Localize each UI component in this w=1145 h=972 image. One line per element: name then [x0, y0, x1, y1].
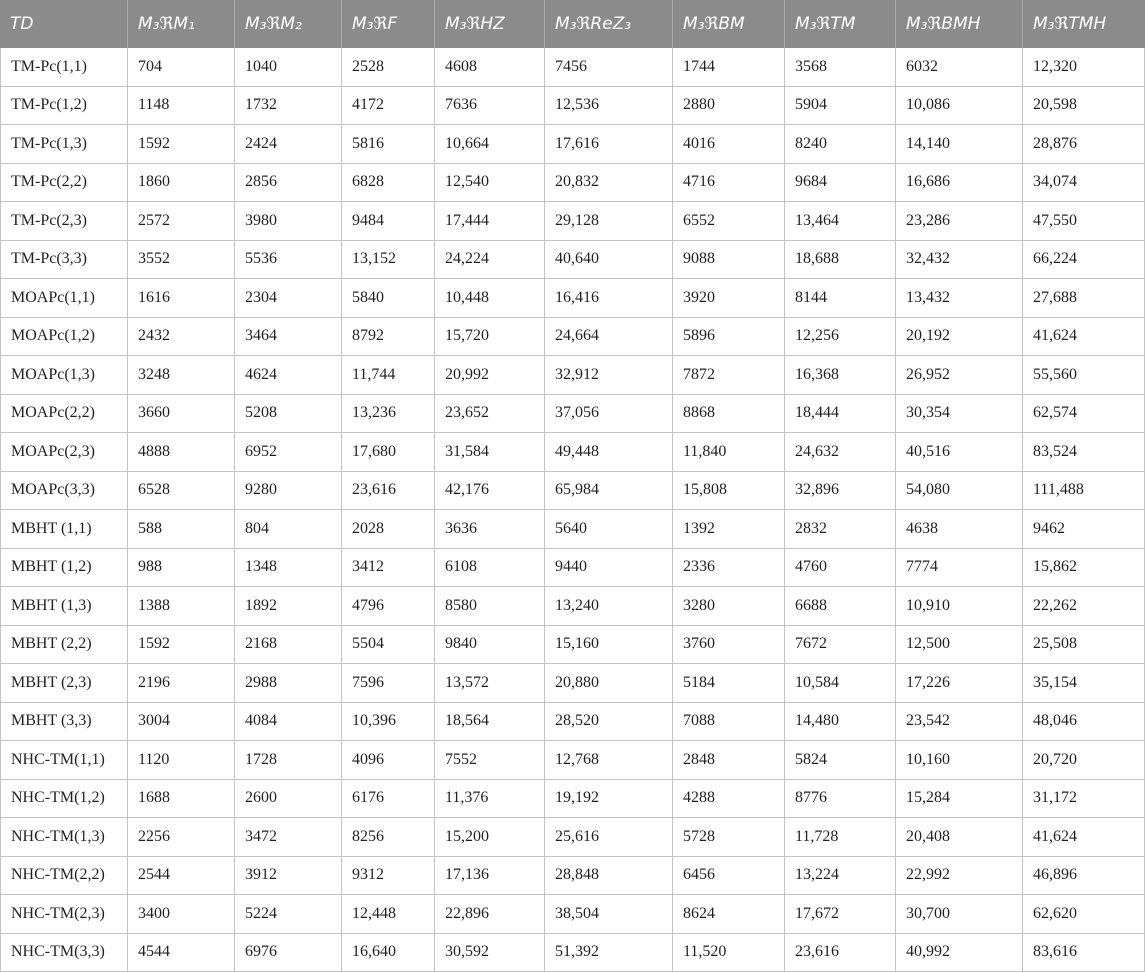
table-cell: 4796 [342, 587, 435, 626]
table-cell: 1688 [128, 780, 235, 819]
table-cell: 20,408 [896, 818, 1023, 857]
column-header-4: M₃ℜF [342, 0, 435, 48]
table-cell: 2432 [128, 318, 235, 357]
table-cell: 19,192 [545, 780, 673, 819]
table-cell: 3660 [128, 395, 235, 434]
table-cell: 9440 [545, 549, 673, 588]
table-cell: 5904 [785, 87, 896, 126]
table-cell: 2528 [342, 48, 435, 87]
table-cell: 16,640 [342, 934, 435, 972]
table-cell: 8256 [342, 818, 435, 857]
table-cell: 13,152 [342, 241, 435, 280]
table-cell: 9684 [785, 164, 896, 203]
table-cell: 3472 [235, 818, 342, 857]
table-cell: 25,508 [1023, 626, 1145, 665]
table-cell: 40,992 [896, 934, 1023, 972]
table-cell: 10,160 [896, 741, 1023, 780]
table-cell: 17,136 [435, 857, 545, 896]
table-cell: 83,616 [1023, 934, 1145, 972]
table-cell: 11,728 [785, 818, 896, 857]
table-cell: 8776 [785, 780, 896, 819]
table-cell: 2336 [673, 549, 785, 588]
table-cell: 16,686 [896, 164, 1023, 203]
table-cell: 3920 [673, 279, 785, 318]
row-label: MOAPc(2,3) [0, 433, 128, 472]
table-cell: 17,680 [342, 433, 435, 472]
table-cell: 4716 [673, 164, 785, 203]
row-label: MOAPc(1,3) [0, 356, 128, 395]
table-cell: 5184 [673, 664, 785, 703]
table-cell: 27,688 [1023, 279, 1145, 318]
table-cell: 9280 [235, 472, 342, 511]
table-cell: 1728 [235, 741, 342, 780]
table-cell: 25,616 [545, 818, 673, 857]
table-cell: 15,720 [435, 318, 545, 357]
table-cell: 30,354 [896, 395, 1023, 434]
table-cell: 6828 [342, 164, 435, 203]
table-cell: 704 [128, 48, 235, 87]
table-cell: 47,550 [1023, 202, 1145, 241]
table-cell: 11,376 [435, 780, 545, 819]
table-cell: 1892 [235, 587, 342, 626]
row-label: TM-Pc(2,2) [0, 164, 128, 203]
table-cell: 6456 [673, 857, 785, 896]
table-cell: 20,880 [545, 664, 673, 703]
table-cell: 7672 [785, 626, 896, 665]
table-cell: 3552 [128, 241, 235, 280]
table-cell: 5224 [235, 895, 342, 934]
table-cell: 588 [128, 510, 235, 549]
table-cell: 22,896 [435, 895, 545, 934]
table-cell: 23,652 [435, 395, 545, 434]
table-cell: 12,320 [1023, 48, 1145, 87]
table-cell: 3568 [785, 48, 896, 87]
table-cell: 12,448 [342, 895, 435, 934]
table-cell: 7456 [545, 48, 673, 87]
table-cell: 18,564 [435, 703, 545, 742]
table-cell: 28,520 [545, 703, 673, 742]
table-cell: 1744 [673, 48, 785, 87]
table-cell: 6528 [128, 472, 235, 511]
table-cell: 2544 [128, 857, 235, 896]
table-cell: 9312 [342, 857, 435, 896]
table-cell: 2880 [673, 87, 785, 126]
row-label: TM-Pc(1,3) [0, 125, 128, 164]
table-cell: 1732 [235, 87, 342, 126]
table-cell: 1392 [673, 510, 785, 549]
table-cell: 5504 [342, 626, 435, 665]
table-cell: 4624 [235, 356, 342, 395]
table-cell: 7872 [673, 356, 785, 395]
row-label: TM-Pc(1,2) [0, 87, 128, 126]
table-cell: 30,592 [435, 934, 545, 972]
table-cell: 10,448 [435, 279, 545, 318]
table-cell: 11,744 [342, 356, 435, 395]
row-label: MOAPc(2,2) [0, 395, 128, 434]
table-cell: 12,500 [896, 626, 1023, 665]
column-header-9: M₃ℜBMH [896, 0, 1023, 48]
table-cell: 23,616 [342, 472, 435, 511]
table-cell: 6176 [342, 780, 435, 819]
table-cell: 13,240 [545, 587, 673, 626]
table-cell: 22,262 [1023, 587, 1145, 626]
row-label: NHC-TM(2,3) [0, 895, 128, 934]
column-header-8: M₃ℜTM [785, 0, 896, 48]
table-cell: 9462 [1023, 510, 1145, 549]
table-cell: 16,368 [785, 356, 896, 395]
table-cell: 3280 [673, 587, 785, 626]
table-cell: 4172 [342, 87, 435, 126]
table-cell: 8868 [673, 395, 785, 434]
table-cell: 49,448 [545, 433, 673, 472]
table-cell: 3636 [435, 510, 545, 549]
table-cell: 8580 [435, 587, 545, 626]
table-cell: 13,572 [435, 664, 545, 703]
table-cell: 5640 [545, 510, 673, 549]
row-label: NHC-TM(2,2) [0, 857, 128, 896]
row-label: MBHT (1,2) [0, 549, 128, 588]
table-cell: 6032 [896, 48, 1023, 87]
table-cell: 14,480 [785, 703, 896, 742]
row-label: MBHT (1,3) [0, 587, 128, 626]
table-cell: 37,056 [545, 395, 673, 434]
row-label: MBHT (2,3) [0, 664, 128, 703]
row-label: MOAPc(1,1) [0, 279, 128, 318]
table-cell: 24,664 [545, 318, 673, 357]
row-label: MBHT (1,1) [0, 510, 128, 549]
row-label: MBHT (3,3) [0, 703, 128, 742]
table-cell: 15,284 [896, 780, 1023, 819]
column-header-2: M₃ℜM₁ [128, 0, 235, 48]
table-cell: 1120 [128, 741, 235, 780]
table-cell: 988 [128, 549, 235, 588]
table-cell: 5824 [785, 741, 896, 780]
table-cell: 15,200 [435, 818, 545, 857]
table-cell: 1388 [128, 587, 235, 626]
table-cell: 34,074 [1023, 164, 1145, 203]
table-cell: 40,516 [896, 433, 1023, 472]
table-cell: 2856 [235, 164, 342, 203]
table-cell: 38,504 [545, 895, 673, 934]
table-cell: 1040 [235, 48, 342, 87]
table-cell: 11,520 [673, 934, 785, 972]
row-label: NHC-TM(1,3) [0, 818, 128, 857]
table-cell: 66,224 [1023, 241, 1145, 280]
table-cell: 804 [235, 510, 342, 549]
table-cell: 48,046 [1023, 703, 1145, 742]
table-cell: 17,226 [896, 664, 1023, 703]
table-cell: 4084 [235, 703, 342, 742]
table-cell: 13,236 [342, 395, 435, 434]
table-cell: 40,640 [545, 241, 673, 280]
table-cell: 29,128 [545, 202, 673, 241]
row-label: MOAPc(1,2) [0, 318, 128, 357]
table-cell: 13,432 [896, 279, 1023, 318]
table-cell: 2848 [673, 741, 785, 780]
table-cell: 1592 [128, 626, 235, 665]
table-cell: 13,464 [785, 202, 896, 241]
table-cell: 3760 [673, 626, 785, 665]
table-cell: 4608 [435, 48, 545, 87]
table-cell: 4096 [342, 741, 435, 780]
row-label: NHC-TM(1,2) [0, 780, 128, 819]
table-cell: 15,808 [673, 472, 785, 511]
table-cell: 17,672 [785, 895, 896, 934]
table-cell: 7774 [896, 549, 1023, 588]
table-cell: 3912 [235, 857, 342, 896]
table-cell: 1348 [235, 549, 342, 588]
table-cell: 23,542 [896, 703, 1023, 742]
table-cell: 54,080 [896, 472, 1023, 511]
table-cell: 20,192 [896, 318, 1023, 357]
table-cell: 4288 [673, 780, 785, 819]
table-cell: 10,910 [896, 587, 1023, 626]
table-cell: 42,176 [435, 472, 545, 511]
table-cell: 14,140 [896, 125, 1023, 164]
table-cell: 5208 [235, 395, 342, 434]
table-cell: 32,432 [896, 241, 1023, 280]
column-header-1: TD [0, 0, 128, 48]
table-cell: 20,832 [545, 164, 673, 203]
table-cell: 24,224 [435, 241, 545, 280]
table-cell: 17,444 [435, 202, 545, 241]
table-cell: 30,700 [896, 895, 1023, 934]
table-cell: 1860 [128, 164, 235, 203]
table-cell: 1616 [128, 279, 235, 318]
table-cell: 3412 [342, 549, 435, 588]
table-cell: 20,598 [1023, 87, 1145, 126]
table-cell: 16,416 [545, 279, 673, 318]
table-cell: 2028 [342, 510, 435, 549]
table-cell: 7088 [673, 703, 785, 742]
table-cell: 2304 [235, 279, 342, 318]
table-cell: 12,536 [545, 87, 673, 126]
table-cell: 3464 [235, 318, 342, 357]
table-cell: 51,392 [545, 934, 673, 972]
table-cell: 5816 [342, 125, 435, 164]
table-cell: 5728 [673, 818, 785, 857]
table-cell: 8792 [342, 318, 435, 357]
table-cell: 4638 [896, 510, 1023, 549]
table-cell: 9840 [435, 626, 545, 665]
table-cell: 2424 [235, 125, 342, 164]
table-cell: 2572 [128, 202, 235, 241]
table-cell: 7596 [342, 664, 435, 703]
table-cell: 10,584 [785, 664, 896, 703]
table-cell: 1592 [128, 125, 235, 164]
table-cell: 28,876 [1023, 125, 1145, 164]
table-cell: 3400 [128, 895, 235, 934]
table-cell: 12,256 [785, 318, 896, 357]
row-label: MBHT (2,2) [0, 626, 128, 665]
table-cell: 35,154 [1023, 664, 1145, 703]
table-cell: 41,624 [1023, 818, 1145, 857]
table-cell: 31,584 [435, 433, 545, 472]
table-cell: 18,444 [785, 395, 896, 434]
table-cell: 8624 [673, 895, 785, 934]
table-cell: 32,896 [785, 472, 896, 511]
column-header-5: M₃ℜHZ [435, 0, 545, 48]
table-cell: 5536 [235, 241, 342, 280]
table-cell: 1148 [128, 87, 235, 126]
table-cell: 6552 [673, 202, 785, 241]
table-cell: 4888 [128, 433, 235, 472]
table-cell: 3004 [128, 703, 235, 742]
table-cell: 41,624 [1023, 318, 1145, 357]
table-cell: 28,848 [545, 857, 673, 896]
table-cell: 6688 [785, 587, 896, 626]
table-cell: 6108 [435, 549, 545, 588]
table-cell: 62,620 [1023, 895, 1145, 934]
table-cell: 62,574 [1023, 395, 1145, 434]
row-label: TM-Pc(2,3) [0, 202, 128, 241]
table-cell: 5840 [342, 279, 435, 318]
table-cell: 8240 [785, 125, 896, 164]
table-cell: 65,984 [545, 472, 673, 511]
table-cell: 20,720 [1023, 741, 1145, 780]
table-cell: 10,086 [896, 87, 1023, 126]
table-cell: 2196 [128, 664, 235, 703]
table-cell: 2832 [785, 510, 896, 549]
table-cell: 26,952 [896, 356, 1023, 395]
table-cell: 23,616 [785, 934, 896, 972]
column-header-7: M₃ℜBM [673, 0, 785, 48]
table-cell: 4544 [128, 934, 235, 972]
table-cell: 15,160 [545, 626, 673, 665]
table-cell: 10,396 [342, 703, 435, 742]
row-label: NHC-TM(1,1) [0, 741, 128, 780]
row-label: TM-Pc(3,3) [0, 241, 128, 280]
table-cell: 5896 [673, 318, 785, 357]
table-cell: 13,224 [785, 857, 896, 896]
table-cell: 10,664 [435, 125, 545, 164]
table-cell: 2168 [235, 626, 342, 665]
table-cell: 22,992 [896, 857, 1023, 896]
table-cell: 4760 [785, 549, 896, 588]
table-cell: 7636 [435, 87, 545, 126]
table-cell: 15,862 [1023, 549, 1145, 588]
table-cell: 6952 [235, 433, 342, 472]
table-cell: 2988 [235, 664, 342, 703]
table-cell: 2256 [128, 818, 235, 857]
table-cell: 2600 [235, 780, 342, 819]
table-cell: 17,616 [545, 125, 673, 164]
table-cell: 8144 [785, 279, 896, 318]
table-cell: 111,488 [1023, 472, 1145, 511]
table-cell: 12,768 [545, 741, 673, 780]
table-cell: 18,688 [785, 241, 896, 280]
row-label: TM-Pc(1,1) [0, 48, 128, 87]
table-cell: 46,896 [1023, 857, 1145, 896]
row-label: MOAPc(3,3) [0, 472, 128, 511]
table-cell: 55,560 [1023, 356, 1145, 395]
table-cell: 83,524 [1023, 433, 1145, 472]
column-header-6: M₃ℜReZ₃ [545, 0, 673, 48]
table-cell: 32,912 [545, 356, 673, 395]
table-cell: 12,540 [435, 164, 545, 203]
table-cell: 9484 [342, 202, 435, 241]
table-cell: 3248 [128, 356, 235, 395]
table-cell: 31,172 [1023, 780, 1145, 819]
row-label: NHC-TM(3,3) [0, 934, 128, 972]
table-cell: 24,632 [785, 433, 896, 472]
table-cell: 20,992 [435, 356, 545, 395]
column-header-3: M₃ℜM₂ [235, 0, 342, 48]
table-cell: 6976 [235, 934, 342, 972]
table-cell: 11,840 [673, 433, 785, 472]
table-cell: 3980 [235, 202, 342, 241]
table-cell: 4016 [673, 125, 785, 164]
table-cell: 9088 [673, 241, 785, 280]
table-cell: 23,286 [896, 202, 1023, 241]
column-header-10: M₃ℜTMH [1023, 0, 1145, 48]
table-cell: 7552 [435, 741, 545, 780]
